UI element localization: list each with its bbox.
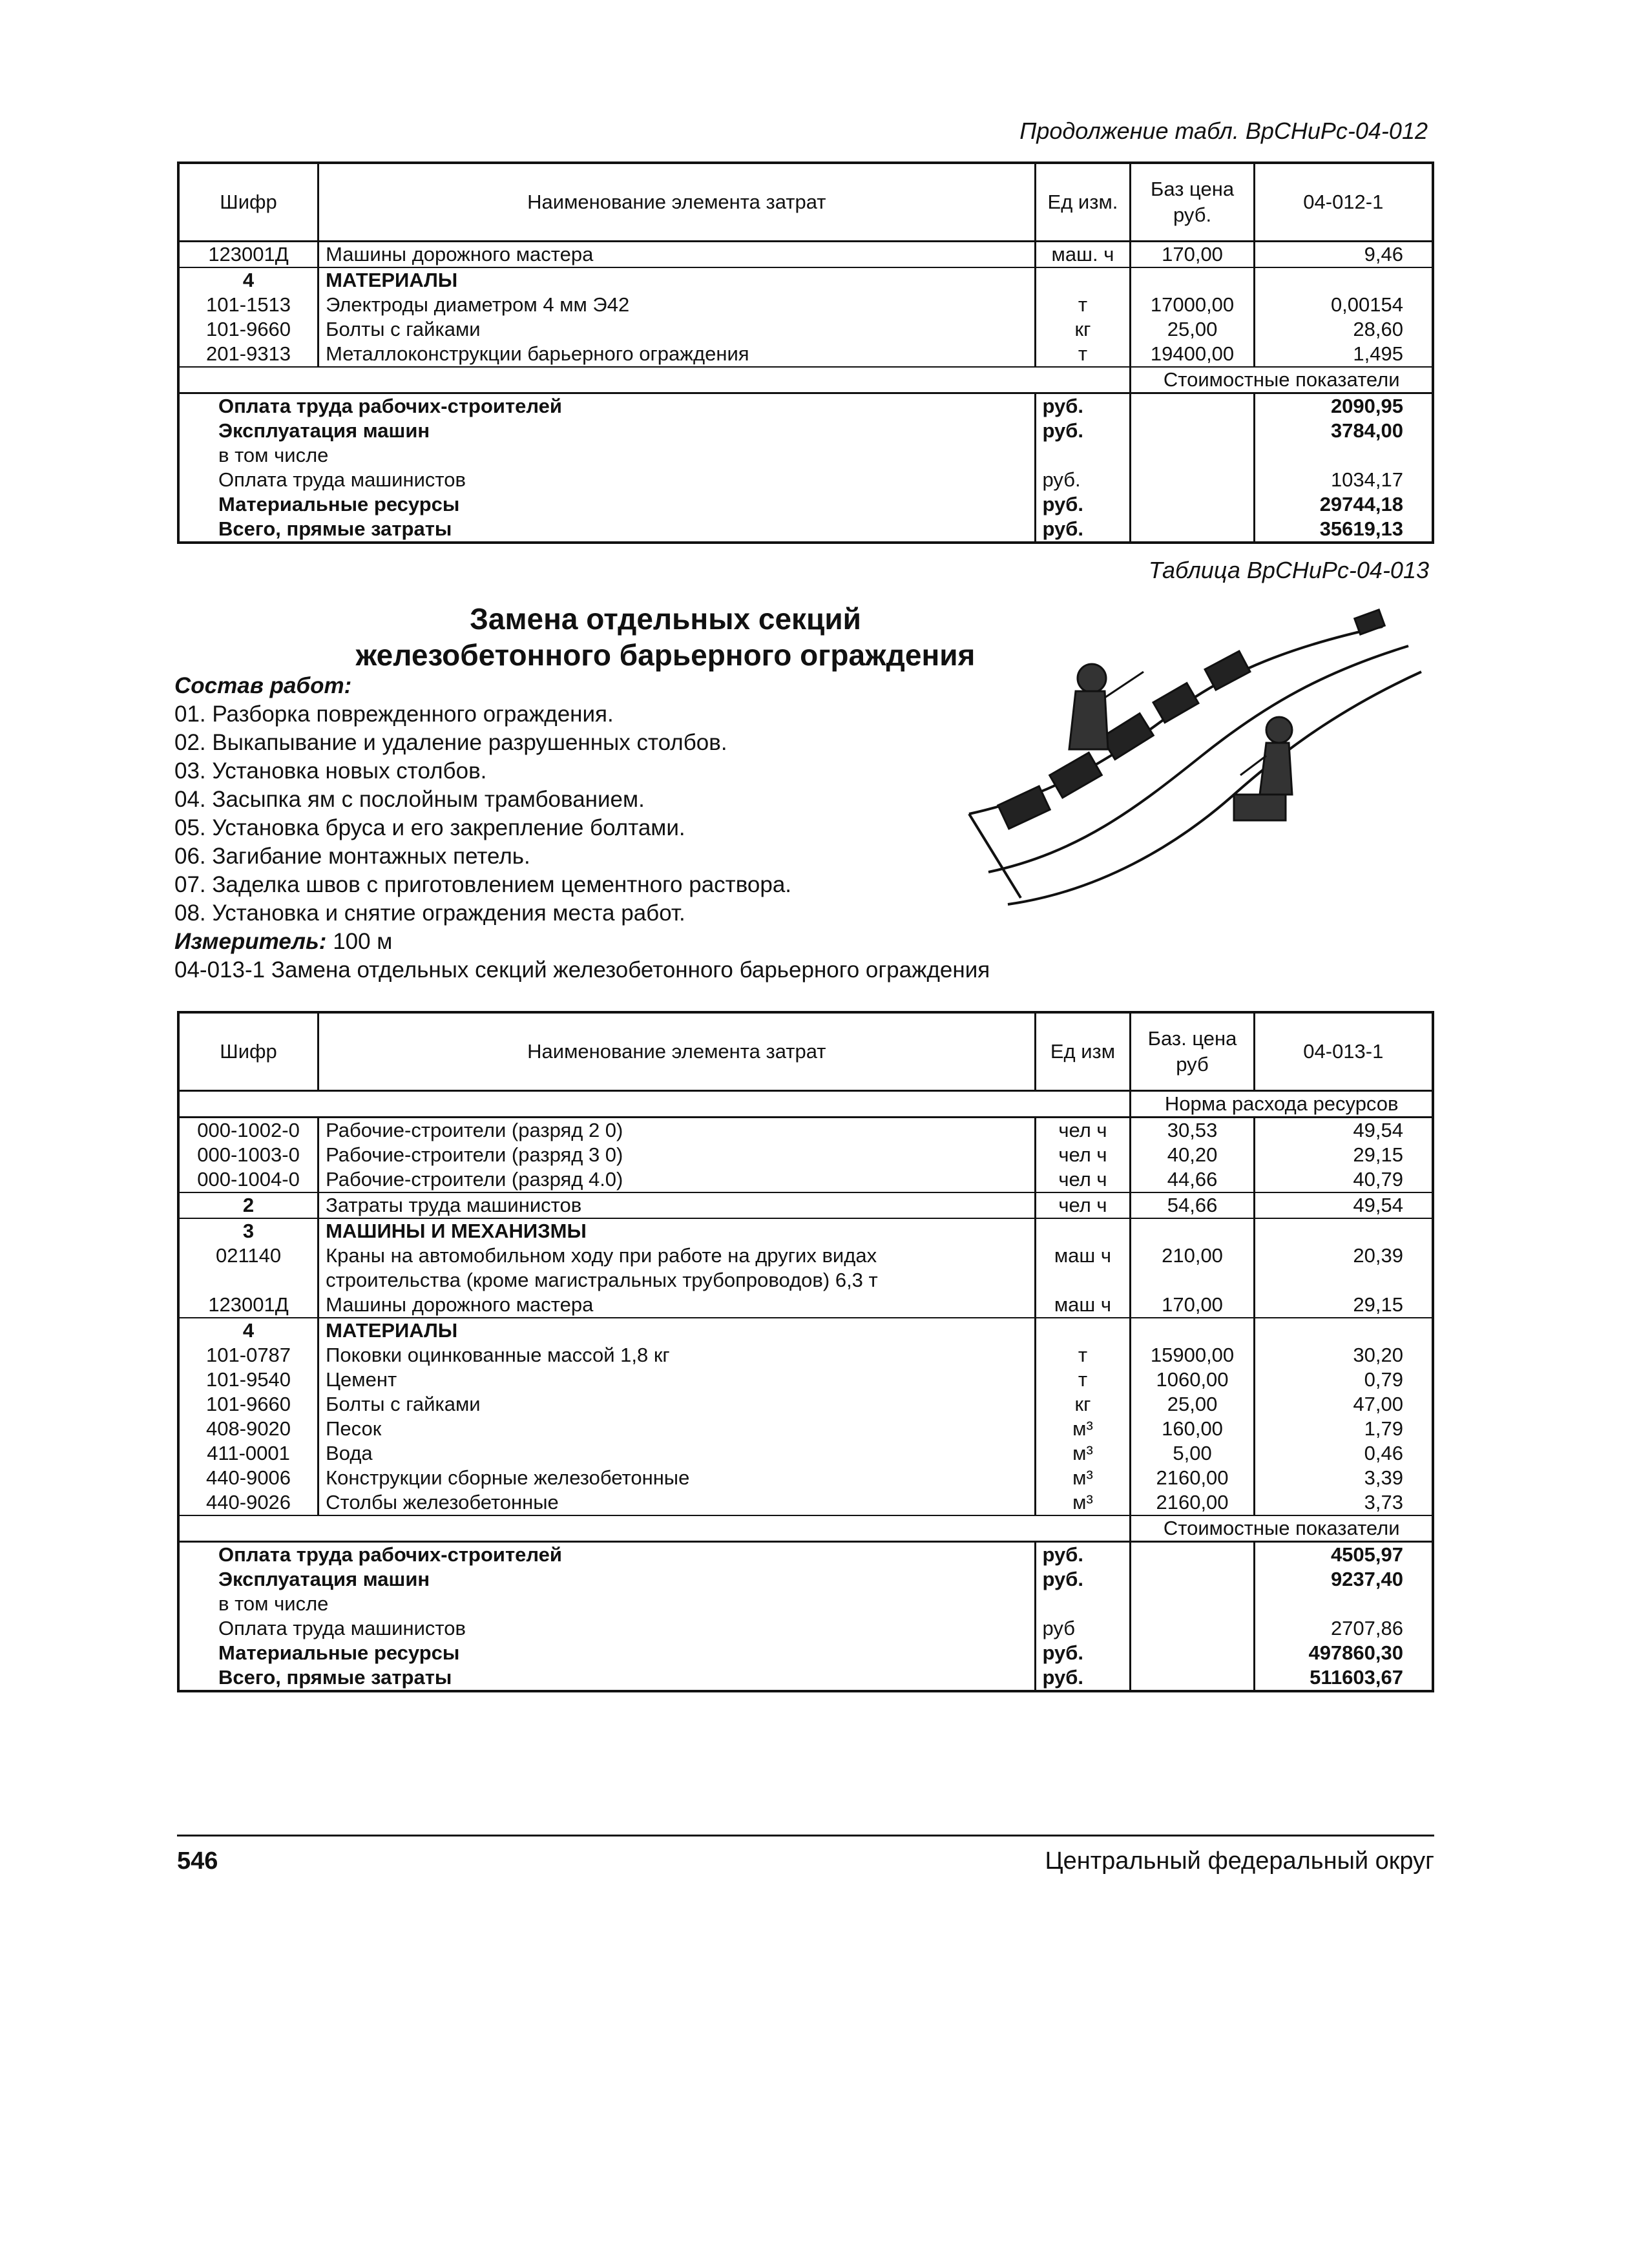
- barrier-block: [1050, 753, 1102, 798]
- truck: [1355, 610, 1384, 634]
- work-item: 08. Установка и снятие ограждения места работ.: [174, 900, 685, 926]
- barrier-block: [1205, 651, 1250, 690]
- table-row: 101-9540 Цемент т 1060,00 0,79: [178, 1368, 1433, 1392]
- footer-district: Центральный федеральный округ: [1045, 1847, 1434, 1875]
- measure-label: Измеритель:: [174, 929, 327, 954]
- work-item: 01. Разборка поврежденного ограждения.: [174, 702, 614, 727]
- table-row: 101-0787 Поковки оцинкованные массой 1,8 кг т 15900,00 30,20: [178, 1343, 1433, 1368]
- mixer: [1234, 795, 1286, 820]
- footer-divider: [177, 1835, 1434, 1836]
- summary-row: Эксплуатация машин руб. 9237,40: [178, 1567, 1433, 1592]
- header-name: Наименование элемента затрат: [319, 1012, 1035, 1091]
- header-unit: Ед изм: [1035, 1012, 1131, 1091]
- table-row: 2 Затраты труда машинистов чел ч 54,66 49,54: [178, 1192, 1433, 1218]
- table-row: 3 МАШИНЫ И МЕХАНИЗМЫ: [178, 1218, 1433, 1243]
- summary-row: Оплата труда машинистов руб. 1034,17: [178, 468, 1433, 492]
- table-title: Таблица ВрСНиРс-04-013: [1148, 557, 1429, 583]
- worker-body: [1069, 691, 1108, 749]
- header-value: 04-012-1: [1254, 163, 1433, 242]
- table-row: 123001Д Машины дорожного мастера маш. ч 170,00 9,46: [178, 242, 1433, 268]
- item-line: 04-013-1 Замена отдельных секций железобетонного барьерного ограждения: [174, 957, 990, 983]
- summary-row: в том числе: [178, 1592, 1433, 1616]
- table-row: строительства (кроме магистральных трубопроводов) 6,3 т: [178, 1268, 1433, 1293]
- table-row: 000-1004-0 Рабочие-строители (разряд 4.0) чел ч 44,66 40,79: [178, 1167, 1433, 1192]
- summary-row: Всего, прямые затраты руб. 511603,67: [178, 1665, 1433, 1691]
- measure-line: [174, 928, 990, 956]
- summary-row: Материальные ресурсы руб. 497860,30: [178, 1641, 1433, 1665]
- work-item: 06. Загибание монтажных петель.: [174, 844, 530, 869]
- summary-row: в том числе: [178, 443, 1433, 468]
- barrier-block: [1102, 713, 1154, 759]
- table-row: 021140 Краны на автомобильном ходу при работе на других видах маш ч 210,00 20,39: [178, 1243, 1433, 1268]
- section-row: Стоимостные показатели: [178, 367, 1433, 393]
- header-unit: Ед изм.: [1035, 163, 1131, 242]
- worker-arm: [1105, 672, 1144, 698]
- road-edge-1: [969, 627, 1383, 814]
- table-row: 440-9006 Конструкции сборные железобетонные м³ 2160,00 3,39: [178, 1466, 1433, 1490]
- table-04-012: [177, 161, 1434, 544]
- work-item: 07. Заделка швов с приготовлением цементного раствора.: [174, 872, 792, 897]
- worker-body: [1260, 743, 1292, 795]
- continuation-label: Продолжение табл. ВрСНиРс-04-012: [1019, 118, 1428, 144]
- table-row: 101-1513 Электроды диаметром 4 мм Э42 т 17000,00 0,00154: [178, 293, 1433, 317]
- work-label: Состав работ:: [174, 673, 352, 698]
- measure-value: 100 м: [333, 929, 393, 954]
- heading-line-1: Замена отдельных секций: [470, 602, 861, 636]
- table-row: 101-9660 Болты с гайками кг 25,00 47,00: [178, 1392, 1433, 1417]
- header-price: Баз. цена руб: [1131, 1012, 1254, 1091]
- header-name: Наименование элемента затрат: [319, 163, 1035, 242]
- summary-row: Материальные ресурсы руб. 29744,18: [178, 492, 1433, 517]
- summary-row: Оплата труда машинистов руб 2707,86: [178, 1616, 1433, 1641]
- table-row: 123001Д Машины дорожного мастера маш ч 170,00 29,15: [178, 1293, 1433, 1318]
- table-row: 4 МАТЕРИАЛЫ: [178, 267, 1433, 293]
- table-row: 101-9660 Болты с гайками кг 25,00 28,60: [178, 317, 1433, 342]
- table-row: 000-1003-0 Рабочие-строители (разряд 3 0) чел ч 40,20 29,15: [178, 1143, 1433, 1167]
- heading-line-2: железобетонного барьерного ограждения: [355, 638, 976, 672]
- header-code: Шифр: [178, 163, 319, 242]
- table-header: [178, 1012, 1433, 1091]
- norm-row: Норма расхода ресурсов: [178, 1091, 1433, 1118]
- page-number: 546: [177, 1847, 218, 1875]
- barrier-block: [1153, 683, 1198, 722]
- summary-row: Оплата труда рабочих-строителей руб. 4505,97: [178, 1542, 1433, 1568]
- work-item: 03. Установка новых столбов.: [174, 758, 487, 784]
- section-row: Стоимостные показатели: [178, 1515, 1433, 1542]
- header-code: Шифр: [178, 1012, 319, 1091]
- table-row: 201-9313 Металлоконструкции барьерного ограждения т 19400,00 1,495: [178, 342, 1433, 367]
- summary-row: Эксплуатация машин руб. 3784,00: [178, 419, 1433, 443]
- table-row: 440-9026 Столбы железобетонные м³ 2160,00 3,73: [178, 1490, 1433, 1515]
- work-item: 04. Засыпка ям с послойным трамбованием.: [174, 787, 645, 812]
- workers-illustration: [930, 601, 1441, 924]
- work-item: 02. Выкапывание и удаление разрушенных столбов.: [174, 730, 727, 755]
- worker-head: [1078, 664, 1106, 692]
- barrier-block: [998, 786, 1050, 829]
- table-header: [178, 163, 1433, 242]
- header-value: 04-013-1: [1254, 1012, 1433, 1091]
- table-row: 408-9020 Песок м³ 160,00 1,79: [178, 1417, 1433, 1441]
- summary-row: Всего, прямые затраты руб. 35619,13: [178, 517, 1433, 543]
- worker-head: [1266, 717, 1292, 743]
- work-item: 05. Установка бруса и его закрепление болтами.: [174, 815, 685, 840]
- table-row: 000-1002-0 Рабочие-строители (разряд 2 0) чел ч 30,53 49,54: [178, 1118, 1433, 1143]
- table-row: 411-0001 Вода м³ 5,00 0,46: [178, 1441, 1433, 1466]
- road-edge-2: [988, 646, 1408, 872]
- work-composition: [174, 672, 990, 984]
- table-04-013: [177, 1011, 1434, 1692]
- header-price: Баз цена руб.: [1131, 163, 1254, 242]
- summary-row: Оплата труда рабочих-строителей руб. 2090,95: [178, 393, 1433, 419]
- table-row: 4 МАТЕРИАЛЫ: [178, 1318, 1433, 1343]
